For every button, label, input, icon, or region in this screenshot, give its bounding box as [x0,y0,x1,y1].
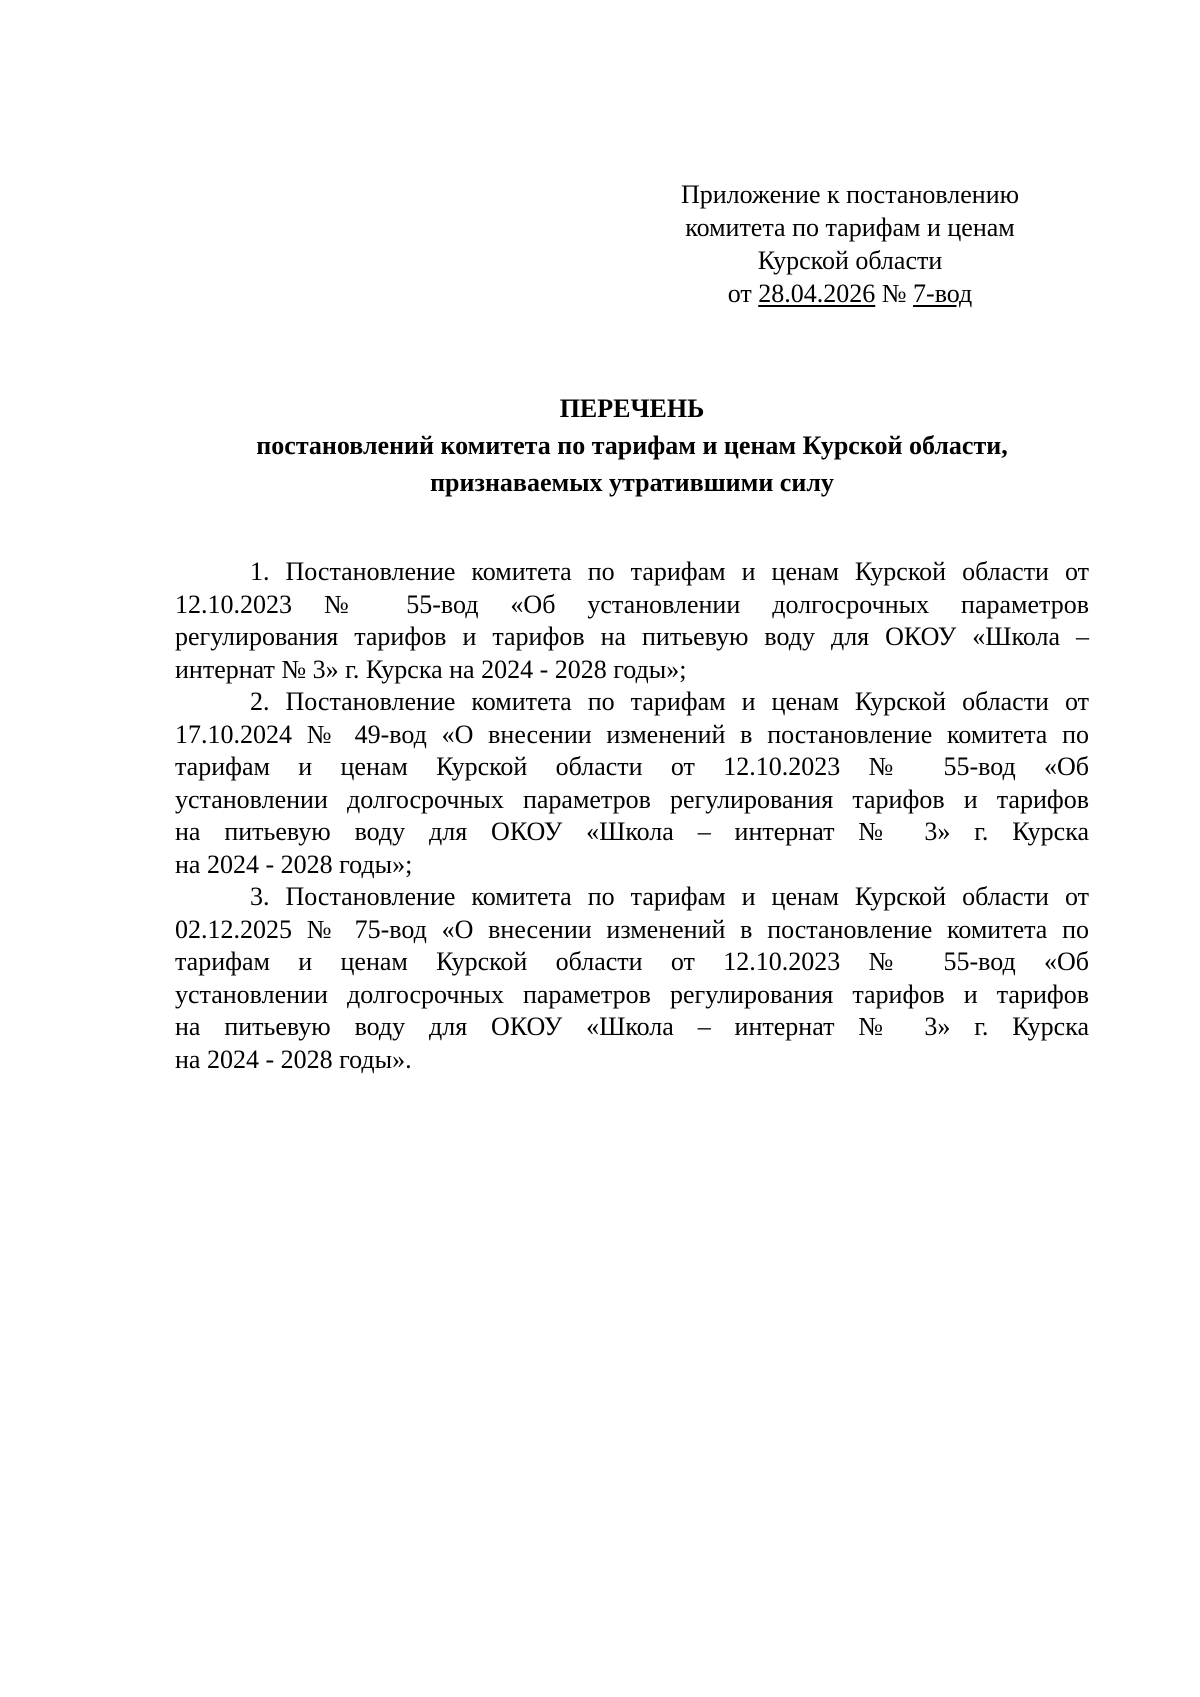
document-title [175,390,1089,501]
item-2-line-4: установлении долгосрочных параметров регулирования тарифов и тарифов [175,784,1089,814]
item-1-line-4: интернат № 3» г. Курска на 2024 - 2028 годы»; [175,654,687,684]
items-list [175,556,1089,1076]
item-3-line-6: на 2024 - 2028 годы». [175,1044,412,1074]
appendix-number: 7-вод [913,279,973,308]
list-item-3 [175,881,1089,1076]
item-2-line-6: на 2024 - 2028 годы»; [175,849,413,879]
item-3-line-1: 3. Постановление комитета по тарифам и ценам Курской области от [250,882,1089,911]
appendix-number-prefix: № [875,279,914,308]
appendix-line-1: Приложение к постановлению [680,180,1020,209]
item-2-line-2: 17.10.2024 № 49-вод «О внесении изменений в постановление комитета по [175,719,1089,749]
title-line-3: признаваемых утратившими силу [430,468,834,497]
item-1-line-3: регулирования тарифов и тарифов на питьевую воду для ОКОУ «Школа – [175,622,1089,651]
item-3-line-5: на питьевую воду для ОКОУ «Школа – интернат № 3» г. Курска [175,1012,1089,1041]
item-3-line-4: установлении долгосрочных параметров регулирования тарифов и тарифов [175,979,1089,1009]
item-2-line-3: тарифам и ценам Курской области от 12.10.2023 № 55-вод «Об [175,752,1089,781]
appendix-date: 28.04.2026 [758,279,876,308]
item-3-line-2: 02.12.2025 № 75-вод «О внесении изменений в постановление комитета по [175,914,1089,944]
appendix-date-prefix: от [727,279,759,308]
item-1-line-2: 12.10.2023 № 55-вод «Об установлении долгосрочных параметров [175,589,1089,619]
item-2-line-5: на питьевую воду для ОКОУ «Школа – интернат № 3» г. Курска [175,817,1089,846]
list-item-2 [175,686,1089,881]
item-3-line-3: тарифам и ценам Курской области от 12.10.2023 № 55-вод «Об [175,947,1089,976]
title-heading: ПЕРЕЧЕНЬ [559,394,705,423]
appendix-line-3: Курской области [757,246,943,275]
item-1-line-1: 1. Постановление комитета по тарифам и ценам Курской области от [250,557,1089,586]
appendix-date-line [640,277,1060,310]
item-2-line-1: 2. Постановление комитета по тарифам и ценам Курской области от [250,687,1089,716]
title-line-2: постановлений комитета по тарифам и ценам Курской области, [256,431,1008,460]
appendix-block [640,178,1060,310]
list-item-1 [175,556,1089,686]
appendix-line-2: комитета по тарифам и ценам [685,213,1015,242]
